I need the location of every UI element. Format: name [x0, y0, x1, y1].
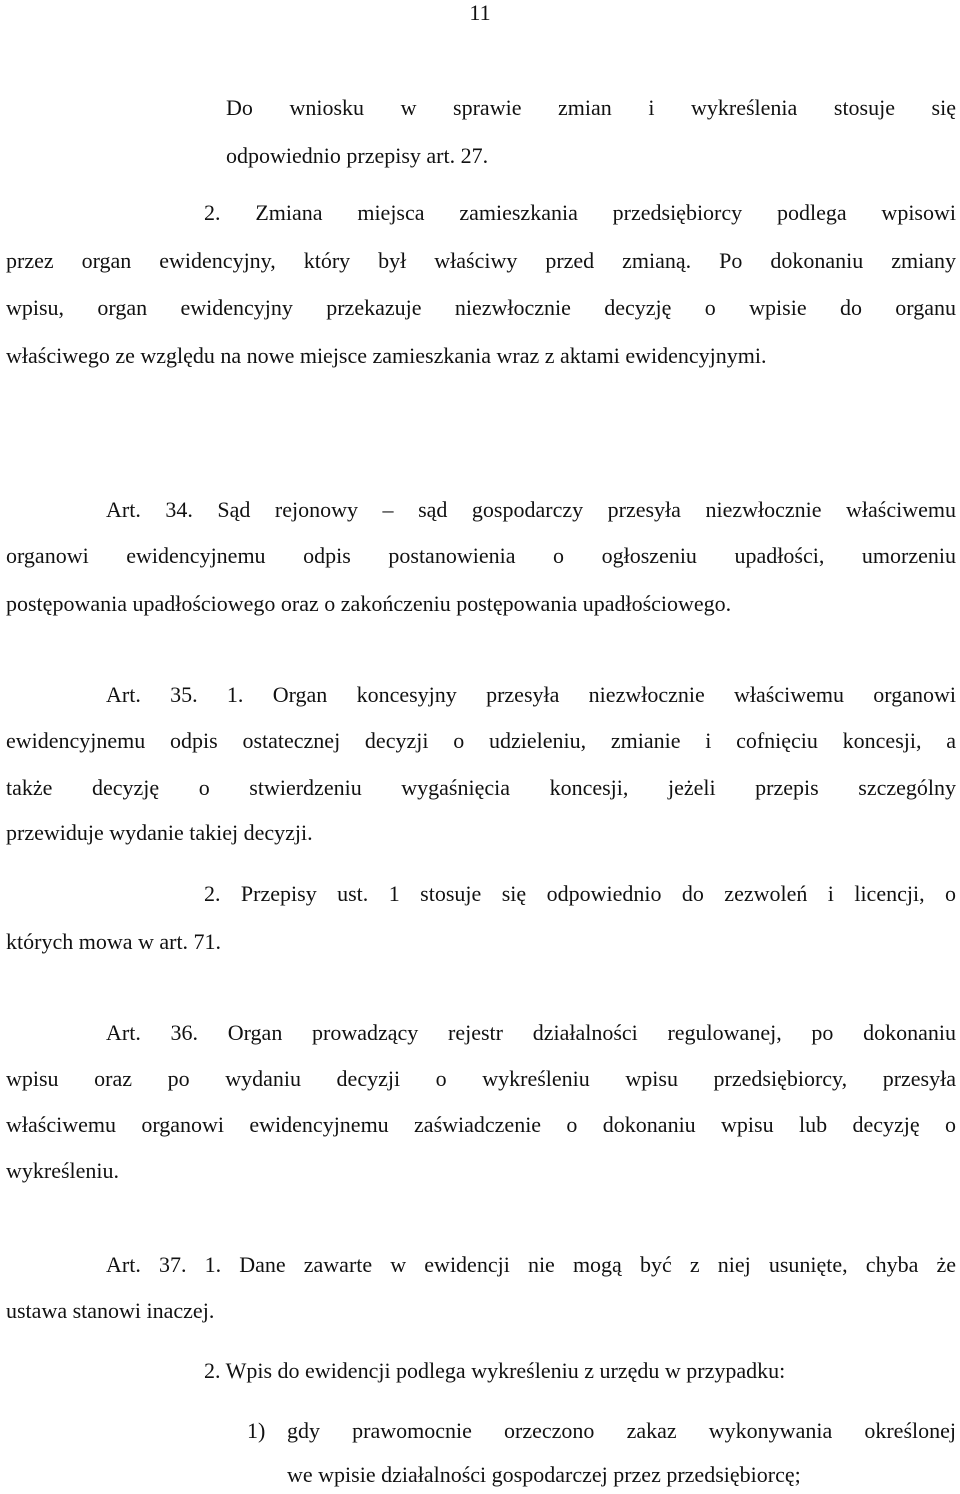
list-number: 1) — [247, 1418, 266, 1443]
article-35-line: Art. 35. 1. Organ koncesyjny przesyła niezwłocznie właściwemu organowi — [106, 682, 956, 707]
text-line: 2. Wpis do ewidencji podlega wykreśleniu z urzędu w przypadku: — [204, 1358, 786, 1383]
text-line: właściwego ze względu na nowe miejsce zamieszkania wraz z aktami ewidencyjnymi. — [6, 343, 767, 368]
text-line: także decyzję o stwierdzeniu wygaśnięcia koncesji, jeżeli przepis szczególny — [6, 775, 956, 800]
text-line: postępowania upadłościowego oraz o zakończeniu postępowania upadłościowego. — [6, 591, 732, 616]
text-line: 2. Przepisy ust. 1 stosuje się odpowiednio do zezwoleń i licencji, o — [204, 881, 956, 906]
article-36-line: Art. 36. Organ prowadzący rejestr działalności regulowanej, po dokonaniu — [106, 1020, 956, 1045]
text-line: wykreśleniu. — [6, 1158, 120, 1183]
article-34-line: Art. 34. Sąd rejonowy – sąd gospodarczy przesyła niezwłocznie właściwemu — [106, 497, 956, 522]
text-line: ewidencyjnemu odpis ostatecznej decyzji o udzieleniu, zmianie i cofnięciu koncesji, a — [6, 728, 956, 753]
text-line: odpowiednio przepisy art. 27. — [226, 143, 489, 168]
text-line: właściwemu organowi ewidencyjnemu zaświadczenie o dokonaniu wpisu lub decyzję o — [6, 1112, 956, 1137]
text-line: ustawa stanowi inaczej. — [6, 1298, 215, 1323]
text-line: przez organ ewidencyjny, który był właściwy przed zmianą. Po dokonaniu zmiany — [6, 248, 956, 273]
text-line: których mowa w art. 71. — [6, 929, 222, 954]
list-item-text: gdy prawomocnie orzeczono zakaz wykonywania określonej — [287, 1418, 956, 1443]
page-number: 11 — [469, 0, 491, 25]
text-line: przewiduje wydanie takiej decyzji. — [6, 820, 313, 845]
article-37-line: Art. 37. 1. Dane zawarte w ewidencji nie mogą być z niej usunięte, chyba że — [106, 1252, 956, 1277]
text-line: 2. Zmiana miejsca zamieszkania przedsiębiorcy podlega wpisowi — [204, 200, 956, 225]
text-line: wpisu oraz po wydaniu decyzji o wykreśleniu wpisu przedsiębiorcy, przesyła — [6, 1066, 956, 1091]
text-line: wpisu, organ ewidencyjny przekazuje niezwłocznie decyzję o wpisie do organu — [6, 295, 956, 320]
list-item-text: we wpisie działalności gospodarczej przez przedsiębiorcę; — [287, 1462, 801, 1487]
text-line: organowi ewidencyjnemu odpis postanowienia o ogłoszeniu upadłości, umorzeniu — [6, 543, 956, 568]
text-line: Do wniosku w sprawie zmian i wykreślenia stosuje się — [226, 95, 956, 120]
